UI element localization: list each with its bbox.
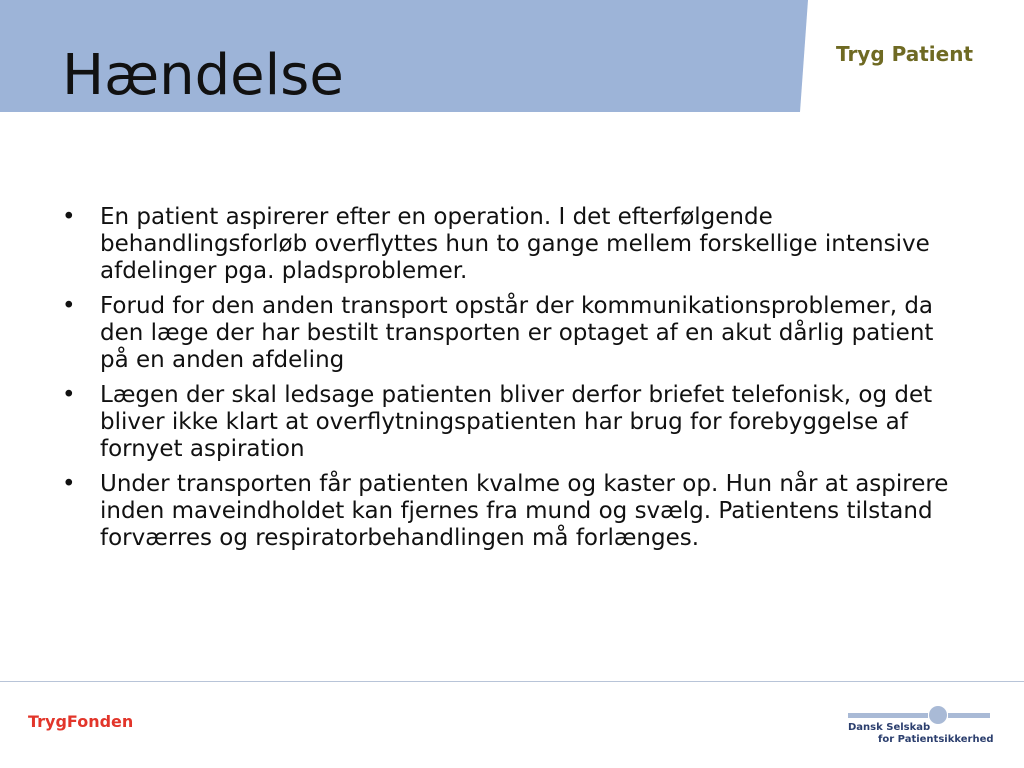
bullet-list — [60, 204, 960, 560]
bullet-dot-icon: • — [62, 293, 76, 319]
dansk-selskab-logo — [848, 704, 998, 754]
tryg-fonden-logo: TrygFonden — [28, 712, 134, 731]
tryg-patient-logo: Tryg Patient — [836, 42, 974, 66]
slide-title: Hændelse — [62, 43, 344, 108]
footer-divider — [0, 681, 1024, 682]
bullet-item — [60, 293, 960, 374]
bullet-text: Forud for den anden transport opstår der kommunikationsproblemer, da den læge der har bestilt transporten er optaget af en akut dårlig patient på en anden afdeling — [100, 293, 934, 373]
bullet-dot-icon: • — [62, 204, 76, 230]
bullet-text: En patient aspirerer efter en operation. I det efterfølgende behandlingsforløb overflyttes hun to gange mellem forskellige intensive afdelinger pga. pladsproblemer. — [100, 204, 930, 284]
bullet-dot-icon: • — [62, 382, 76, 408]
bullet-item — [60, 204, 960, 285]
bullet-item — [60, 471, 960, 552]
bullet-item — [60, 382, 960, 463]
bullet-text: Lægen der skal ledsage patienten bliver derfor briefet telefonisk, og det bliver ikke klart at overflytningspatienten har brug for forebyggelse af fornyet aspiration — [100, 382, 933, 462]
dsp-logo-line2: for Patientsikkerhed — [878, 734, 994, 745]
bullet-text: Under transporten får patienten kvalme og kaster op. Hun når at aspirere inden maveindholdet kan fjernes fra mund og svælg. Patientens tilstand forværres og respiratorbehandlingen må forlænges. — [100, 471, 949, 551]
dsp-logo-line1: Dansk Selskab — [848, 722, 931, 733]
bullet-dot-icon: • — [62, 471, 76, 497]
